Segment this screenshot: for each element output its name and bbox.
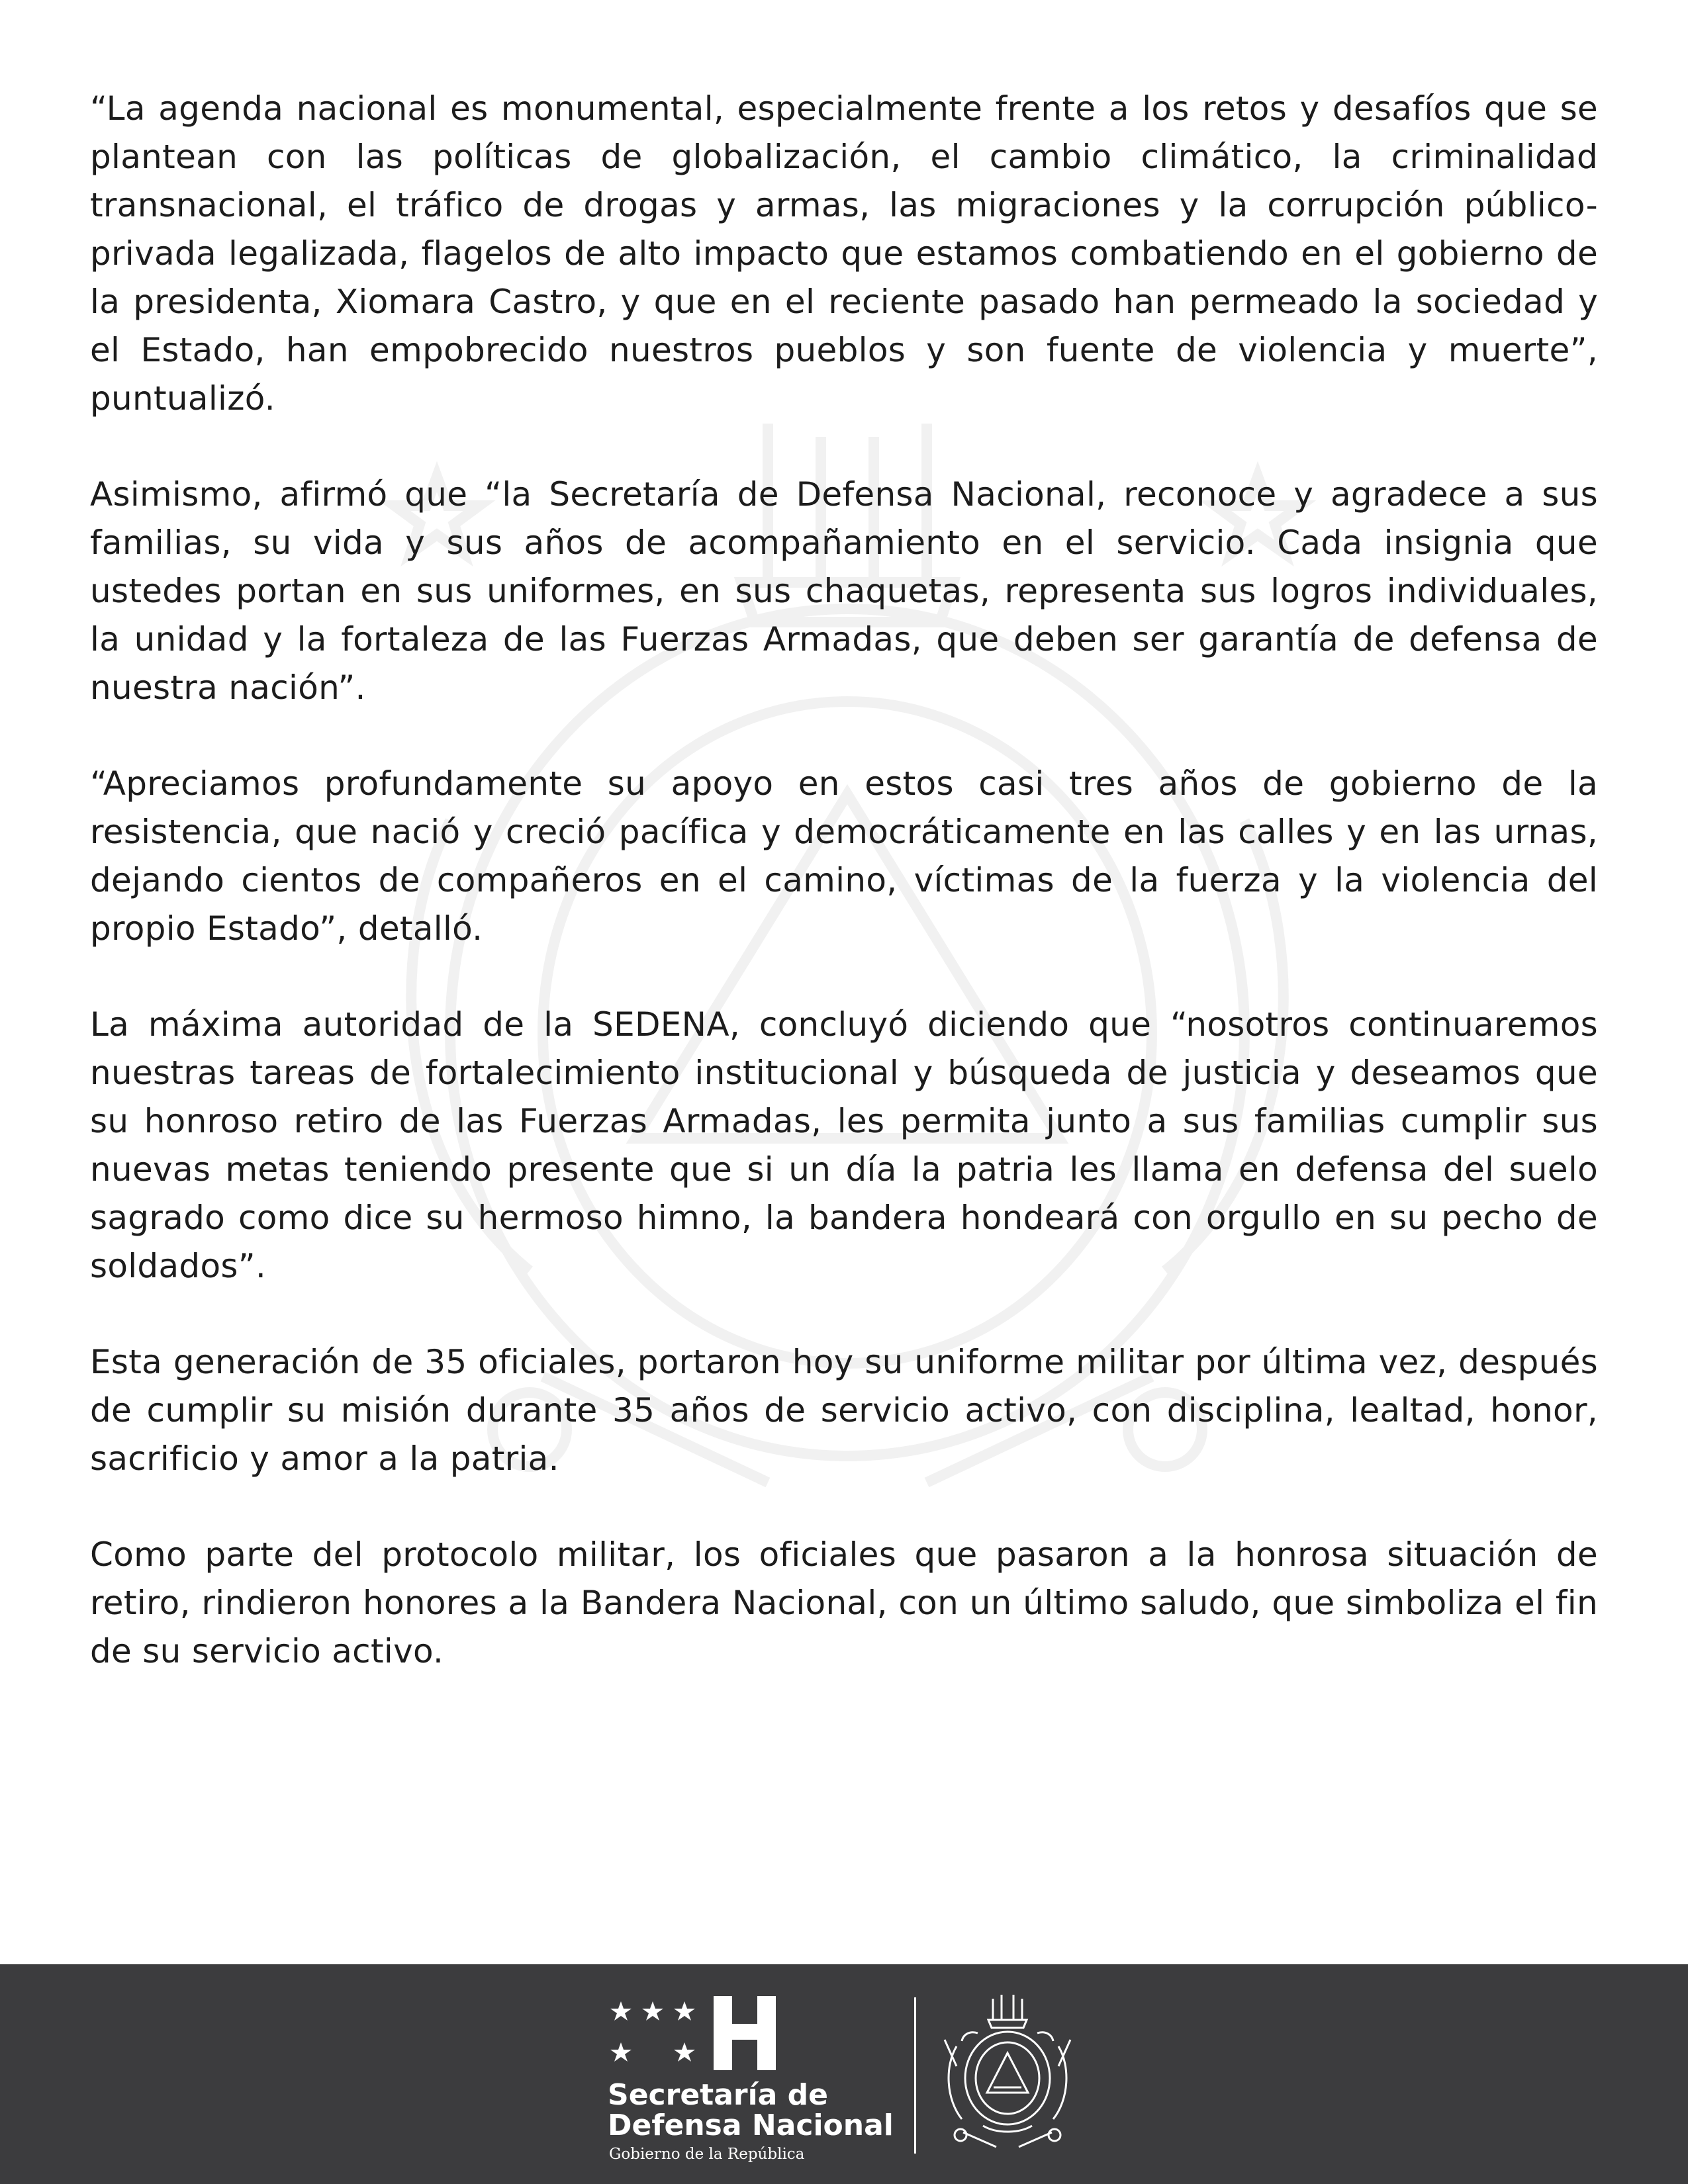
brand-line-defensa: Defensa Nacional [608,2109,894,2142]
paragraph-3: “Apreciamos profundamente su apoyo en estos casi tres años de gobierno de la resistencia, que nació y creció pacífica y democráticamente en las calles y en las urnas, dejando cientos de compañeros en el camino, víctimas de la fuerza y la violencia del propio Estado”, detalló. [90,764,1598,948]
h-letter-icon [714,1996,776,2070]
paragraph-6: Como parte del protocolo militar, los oficiales que pasaron a la honrosa situación de retiro, rindieron honores a la Bandera Nacional, con un último saludo, que simboliza el fin de su servicio activo. [90,1535,1598,1670]
article-body [90,85,1598,1723]
brand-line-gobierno: Gobierno de la República [609,2146,805,2163]
brand-line-secretaria: Secretaría de [608,2078,829,2112]
sedena-logo [608,1999,912,2163]
paragraph-2: Asimismo, afirmó que “la Secretaría de Defensa Nacional, reconoce y agradece a sus familias, su vida y sus años de acompañamiento en el servicio. Cada insignia que ustedes portan en sus uniformes, en sus chaquetas, representa sus logros individuales, la unidad y la fortaleza de las Fuerzas Armadas, que deben ser garantía de defensa de nuestra nación”. [90,475,1598,707]
paragraph-4: La máxima autoridad de la SEDENA, concluyó diciendo que “nosotros continuaremos nuestras tareas de fortalecimiento institucional y búsqueda de justicia y deseamos que su honroso retiro de las Fuerzas Armadas, les permita junto a sus familias cumplir sus nuevas metas teniendo presente que si un día la patria les llama en defensa del suelo sagrado como dice su hermoso himno, la bandera hondeará con orgullo en su pecho de soldados”. [90,1005,1598,1285]
paragraph-1: “La agenda nacional es monumental, especialmente frente a los retos y desafíos que se plantean con las políticas de globalización, el cambio climático, la criminalidad transnacional, el tráfico de drogas y armas, las migraciones y la corrupción público-privada legalizada, flagelos de alto impacto que estamos combatiendo en el gobierno de la presidenta, Xiomara Castro, y que en el reciente pasado han permeado la sociedad y el Estado, han empobrecido nuestros pueblos y son fuente de violencia y muerte”, puntualizó. [90,89,1598,418]
paragraph-5: Esta generación de 35 oficiales, portaron hoy su uniforme militar por última vez, después de cumplir su misión durante 35 años de servicio activo, con disciplina, lealtad, honor, sacrificio y amor a la patria. [90,1343,1598,1478]
five-stars-icon [608,1999,707,2071]
footer-banner [0,1964,1688,2184]
coat-of-arms-icon [930,1993,1085,2156]
logo-divider [914,1997,916,2154]
